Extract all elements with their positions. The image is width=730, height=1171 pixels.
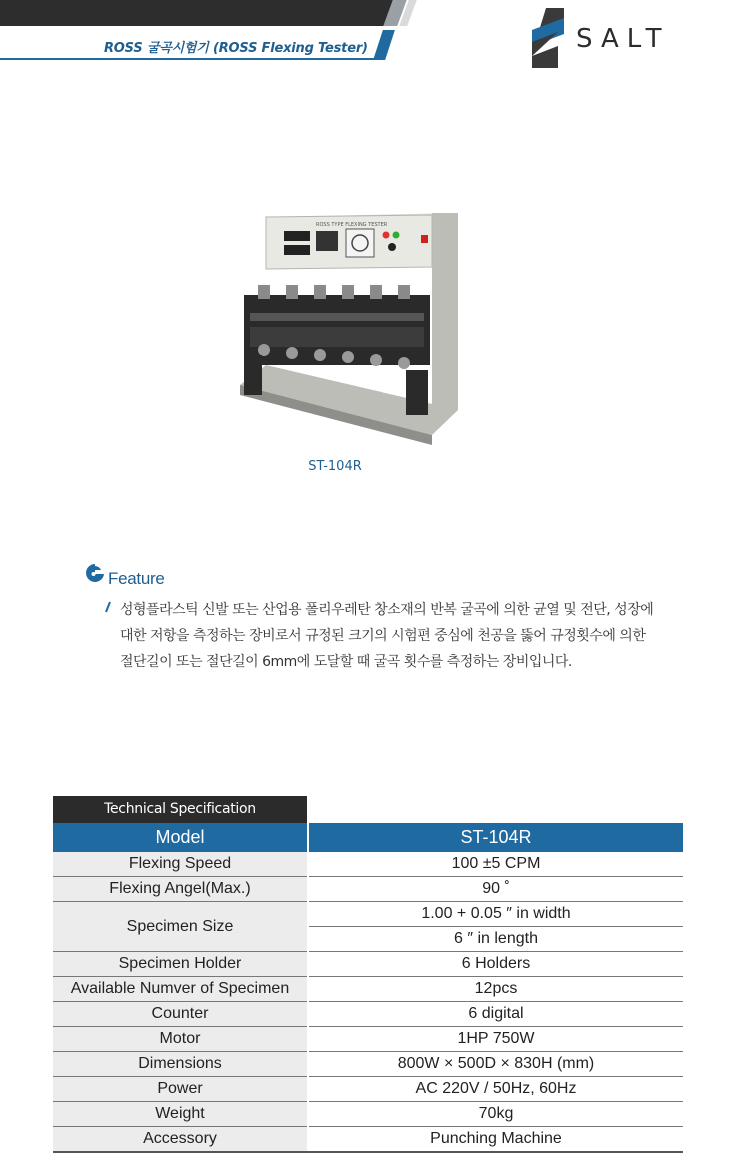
spec-label-cell: Available Numver of Specimen — [53, 977, 308, 1002]
spec-label-cell: Accessory — [53, 1127, 308, 1153]
spec-value-cell: 100 ±5 CPM — [308, 852, 683, 877]
spec-table — [53, 823, 683, 1153]
spec-header-row — [53, 823, 683, 852]
salt-logo — [528, 8, 698, 68]
table-row — [53, 977, 683, 1002]
spec-label-cell: Flexing Speed — [53, 852, 308, 877]
spec-label-cell: Counter — [53, 1002, 308, 1027]
spec-label-cell: Specimen Holder — [53, 952, 308, 977]
spec-value-cell: Punching Machine — [308, 1127, 683, 1153]
spec-label-cell: Flexing Angel(Max.) — [53, 877, 308, 902]
spec-value-cell: 70kg — [308, 1102, 683, 1127]
spec-value-cell: 6 digital — [308, 1002, 683, 1027]
table-row — [53, 1077, 683, 1102]
header-underline — [0, 58, 384, 60]
spec-label-cell: Dimensions — [53, 1052, 308, 1077]
spec-label-cell: Weight — [53, 1102, 308, 1127]
table-row — [53, 1002, 683, 1027]
table-row — [53, 852, 683, 877]
spec-section-label: Technical Specification — [53, 796, 307, 823]
spec-header-label: Model — [53, 823, 308, 852]
spec-value-cell: AC 220V / 50Hz, 60Hz — [308, 1077, 683, 1102]
spec-label-cell: Motor — [53, 1027, 308, 1052]
spec-label-cell: Power — [53, 1077, 308, 1102]
table-row — [53, 1052, 683, 1077]
table-row — [53, 1102, 683, 1127]
feature-title: Feature — [108, 569, 165, 588]
spec-value-cell: 6 Holders — [308, 952, 683, 977]
table-row — [53, 1127, 683, 1153]
spec-value-cell: 12pcs — [308, 977, 683, 1002]
spec-value-cell: 6 ″ in length — [308, 927, 683, 952]
spec-value-cell: 1.00 + 0.05 ″ in width — [308, 902, 683, 927]
logo-wordmark: SALT — [576, 24, 670, 54]
spec-label-cell: Specimen Size — [53, 902, 308, 952]
spec-header-value: ST-104R — [308, 823, 683, 852]
table-row — [53, 877, 683, 902]
model-caption: ST-104R — [308, 459, 362, 474]
salt-logo-mark-icon — [528, 8, 568, 68]
spec-value-cell: 800W × 500D × 830H (mm) — [308, 1052, 683, 1077]
feature-description: 성형플라스틱 신발 또는 산업용 폴리우레탄 창소재의 반복 굴곡에 의한 균열 및 전단, 성장에 대한 저항을 측정하는 장비로서 규정된 크기의 시험편 중심에 천공을 뚫어 규정횟수에 의한 절단길이 또는 절단길이 6mm에 도달할 때 굴곡 횟수를 측정하는 장비입니다. — [120, 602, 654, 670]
feature-g-icon — [85, 563, 105, 583]
product-image — [236, 205, 468, 455]
panel-label: ROSS TYPE FLEXING TESTER — [316, 222, 388, 228]
table-row — [53, 902, 683, 927]
table-row — [53, 952, 683, 977]
spec-value-cell: 90 ˚ — [308, 877, 683, 902]
spec-value-cell: 1HP 750W — [308, 1027, 683, 1052]
table-row — [53, 1027, 683, 1052]
page-title: ROSS 굴곡시험기 (ROSS Flexing Tester) — [104, 41, 368, 56]
header-dark-bar — [0, 0, 396, 26]
bullet-slash-icon — [104, 601, 112, 613]
header-accent-slash — [373, 30, 395, 60]
